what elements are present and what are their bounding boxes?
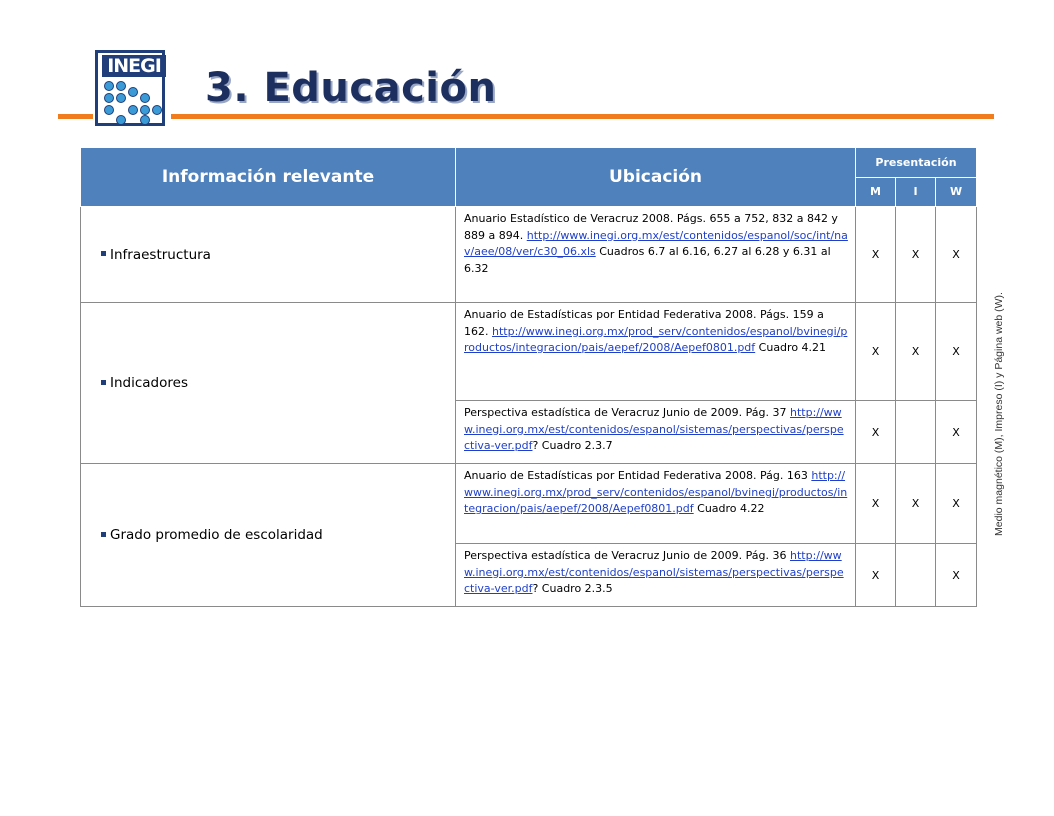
table-row (81, 464, 977, 544)
mark-i (896, 401, 936, 464)
location-cell (456, 544, 856, 607)
info-label: Infraestructura (110, 246, 211, 263)
presentation-legend (986, 262, 1004, 572)
mark-m: X (856, 464, 896, 544)
mark-i (896, 544, 936, 607)
bullet-icon (101, 380, 106, 385)
column-header-location: Ubicación (456, 148, 856, 207)
location-link[interactable]: http://www.inegi.org.mx/est/contenidos/espanol/soc/int/nav/aee/08/ver/c30_06.xls (464, 228, 848, 258)
info-label: Grado promedio de escolaridad (110, 527, 323, 543)
mark-w: X (936, 207, 977, 303)
mark-i: X (896, 464, 936, 544)
column-header-info: Información relevante (81, 148, 456, 207)
education-table (80, 147, 977, 607)
location-text: Anuario de Estadísticas por Entidad Federativa 2008. Pág. 163 (464, 469, 808, 482)
mark-m: X (856, 401, 896, 464)
mark-w: X (936, 303, 977, 401)
mark-i: X (896, 207, 936, 303)
logo-wordmark: INEGI (102, 55, 166, 77)
location-text: Anuario de Estadísticas por Entidad Federativa 2008. Págs. 159 a 162. (464, 308, 824, 338)
location-link[interactable]: http://www.inegi.org.mx/prod_serv/contenidos/espanol/bvinegi/productos/integracion/pais/aepef/2008/Aepef0801.pdf (464, 469, 848, 515)
logo-dots (104, 81, 164, 125)
column-header-presentation: Presentación (856, 148, 977, 178)
location-text: Perspectiva estadística de Veracruz Junio de 2009. Pág. 36 (464, 549, 787, 562)
column-header-m: M (856, 177, 896, 207)
location-reference: ? Cuadro 2.3.7 (532, 439, 613, 452)
location-reference: ? Cuadro 2.3.5 (532, 582, 613, 595)
table-row (81, 207, 977, 303)
info-cell (81, 464, 456, 607)
info-cell (81, 207, 456, 303)
inegi-logo (93, 50, 171, 128)
mark-i: X (896, 303, 936, 401)
column-header-i: I (896, 177, 936, 207)
info-label: Indicadores (110, 375, 188, 391)
legend-text: Medio magnético (M), Impreso (I) y Página web (W). (993, 292, 1005, 536)
mark-w: X (936, 464, 977, 544)
location-reference: Cuadros 6.7 al 6.16, 6.27 al 6.28 y 6.31 al 6.32 (464, 245, 831, 275)
info-cell (81, 303, 456, 464)
table-row (81, 303, 977, 401)
location-link[interactable]: http://www.inegi.org.mx/prod_serv/contenidos/espanol/bvinegi/productos/integracion/pais/aepef/2008/Aepef0801.pdf (464, 324, 848, 354)
mark-m: X (856, 207, 896, 303)
location-cell (456, 207, 856, 303)
location-cell (456, 401, 856, 464)
location-text: Perspectiva estadística de Veracruz Junio de 2009. Pág. 37 (464, 406, 787, 419)
header-rule (58, 114, 994, 119)
location-reference: Cuadro 4.22 (693, 502, 765, 515)
mark-w: X (936, 544, 977, 607)
mark-w: X (936, 401, 977, 464)
column-header-w: W (936, 177, 977, 207)
location-link[interactable]: http://www.inegi.org.mx/est/contenidos/espanol/sistemas/perspectivas/perspectiva-ver.pdf (464, 406, 844, 452)
location-text: Anuario Estadístico de Veracruz 2008. Págs. 655 a 752, 832 a 842 y 889 a 894. (464, 212, 838, 242)
location-cell (456, 303, 856, 401)
location-reference: Cuadro 4.21 (755, 341, 827, 354)
location-link[interactable]: http://www.inegi.org.mx/est/contenidos/espanol/sistemas/perspectivas/perspectiva-ver.pdf (464, 549, 844, 595)
bullet-icon (101, 251, 106, 256)
mark-m: X (856, 303, 896, 401)
page-title: 3. Educación (205, 65, 497, 111)
bullet-icon (101, 532, 106, 537)
mark-m: X (856, 544, 896, 607)
location-cell (456, 464, 856, 544)
